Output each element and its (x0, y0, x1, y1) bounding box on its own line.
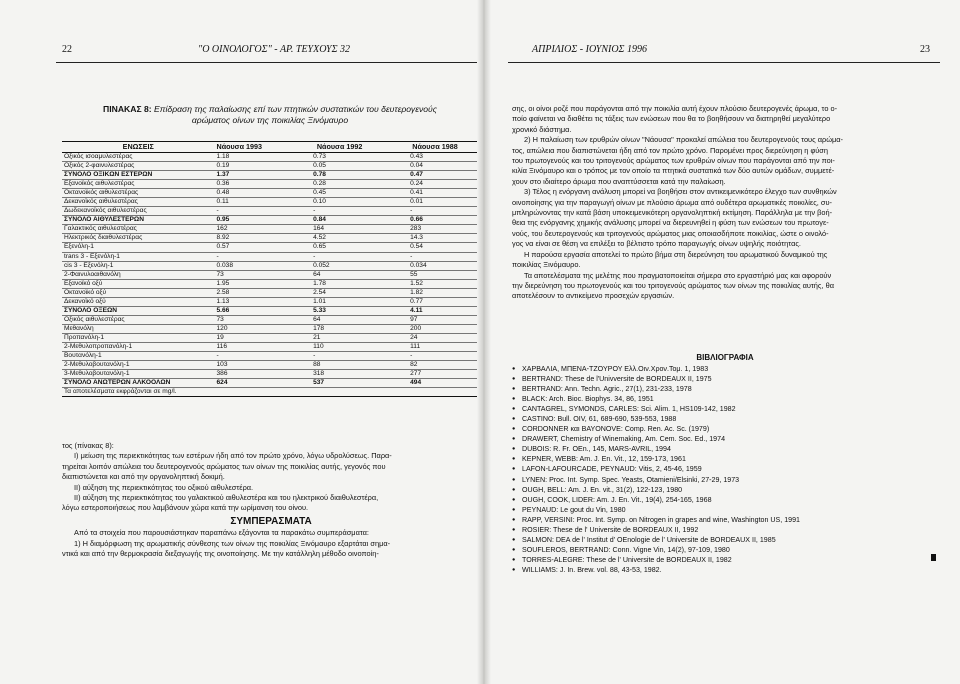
para4-line: ποικιλίας Ξινόμαυρο. (512, 260, 581, 270)
header-rule-right (508, 62, 940, 63)
value-1992: 2.54 (291, 288, 388, 297)
book-gutter (477, 0, 491, 684)
bibliography-list (512, 364, 938, 575)
value-1993: 1.13 (215, 297, 292, 306)
reference-item: ● BLACK: Arch. Bioc. Biophys. 34, 86, 1951 (512, 394, 938, 404)
reference-item: ● CANTAGREL, SYMONDS, CARLES: Sci. Alim. 1, HS109-142, 1982 (512, 404, 938, 414)
value-1988: 0.034 (388, 261, 482, 270)
value-1993: 73 (215, 315, 292, 324)
table-note: Τα αποτελέσματα εκφράζονται σε mg/l. (62, 388, 482, 397)
value-1988: 0.04 (388, 162, 482, 171)
compound-name: Δωδεκανοϊκός αιθυλεστέρας (62, 207, 215, 216)
compound-name: Βουτανόλη-1 (62, 352, 215, 361)
value-1988: 0.47 (388, 171, 482, 180)
value-1992: 537 (291, 379, 388, 388)
value-1993: 120 (215, 324, 292, 333)
compound-name: 2-Μεθυλοβουτανόλη-1 (62, 361, 215, 370)
value-1988: 55 (388, 270, 482, 279)
compound-name: ΣΥΝΟΛΟ ΑΝΩΤΕΡΩΝ ΑΛΚΟΟΛΩΝ (62, 379, 215, 388)
table-title-label: ΠΙΝΑΚΑΣ 8: (103, 104, 152, 114)
value-1993: - (215, 207, 292, 216)
value-1992: - (291, 207, 388, 216)
value-1992: 0.052 (291, 261, 388, 270)
value-1992: 5.33 (291, 306, 388, 315)
reference-item: ● OUGH, BELL: Am. J. En. vit., 31(2), 122-123, 1980 (512, 485, 938, 495)
para3-line: μπληρώνοντας την κατά βάση υποκειμενικότερη οργανοληπτική εκτίμηση. Παράλληλα με την βοή- (512, 208, 833, 218)
table-row (62, 225, 482, 234)
table-row (62, 379, 482, 388)
running-head-right: ΑΠΡΙΛΙΟΣ - ΙΟΥΝΙΟΣ 1996 (532, 44, 647, 55)
compound-name: Οξικός αιθυλεστέρας (62, 315, 215, 324)
compound-name: 3-Μεθυλοβουτανόλη-1 (62, 370, 215, 379)
para1-line: σης, οι οίνοι ροζέ που παράγονται από την ποικιλία αυτή έχουν πλούσιο δευτερογενές άρωμα, το ο- (512, 104, 838, 113)
reference-item: ● LAFON-LAFOURCADE, PEYNAUD: Vitis, 2, 45-46, 1959 (512, 464, 938, 474)
value-1988: 24 (388, 333, 482, 342)
para3-line: νούς, του δευτερογενούς και τριτογενούς αρώματος μιας οποιασδήποτε ποικιλίας, ώστε ο οινολό- (512, 228, 829, 238)
para2-line: τος, απώλεια που διαπιστώνεται ήδη από τον πρώτο χρόνο. Παρομένει προς διερεύνηση η φύση (512, 145, 828, 155)
value-1988: - (388, 252, 482, 261)
table-row (62, 352, 482, 361)
compound-name: ΣΥΝΟΛΟ ΟΞΙΚΩΝ ΕΣΤΕΡΩΝ (62, 171, 215, 180)
para1-line: ποίο φαίνεται να διαθέτει τις τάξεις των ενώσεων που θα το βοηθήσουν να διατηρηθεί μεγαλύτερο (512, 114, 831, 124)
reference-item: ● LYNEN: Proc. Int. Symp. Spec. Yeasts, Otamieni/Elsinki, 27-29, 1973 (512, 475, 938, 485)
reference-item: ● SALMON: DEA de l' Institut d' OEnologie de l' Universite de BORDEAUX II, 1985 (512, 535, 938, 545)
table-row (62, 270, 482, 279)
value-1993: 8.92 (215, 234, 292, 243)
table-row (62, 279, 482, 288)
value-1992: 0.28 (291, 180, 388, 189)
value-1988: - (388, 207, 482, 216)
value-1988: - (388, 352, 482, 361)
value-1993: 0.95 (215, 216, 292, 225)
reference-item: ● TORRES-ALEGRE: These de l' Universite de BORDEAUX II, 1982 (512, 555, 938, 565)
conclusion-line: ντικά και από την θερμοκρασία διεξαγωγής της οινοποίησης. Με την κατάλληλη μέθοδο οινοποίη- (62, 549, 379, 559)
compound-name: Μεθανόλη (62, 324, 215, 333)
table-row (62, 171, 482, 180)
table-row (62, 216, 482, 225)
reference-item: ● KEPNER, WEBB: Am. J. En. Vit., 12, 159-173, 1961 (512, 454, 938, 464)
reference-item: ● DUBOIS: R. Fr. OEn., 145, MARS-AVRIL, 1994 (512, 444, 938, 454)
para2-line: 2) Η παλαίωση των ερυθρών οίνων "Νάουσα" προκαλεί απώλεια του δευτερογενούς τους αρώμα- (524, 135, 843, 145)
body-line: τηρείται λοιπόν απώλεια του δευτερογενούς αρώματος των οίνων της ποικιλίας αυτής, γεγονός που (62, 461, 386, 471)
para3-line: 3) Τέλος η ενόργανη ανάλυση μπορεί να βοηθήσει στον αντικειμενικότερο έλεγχο των συνθηκών (524, 187, 837, 197)
left-page (0, 0, 478, 684)
value-1993: 1.18 (215, 153, 292, 162)
compound-name: Οξικός ισοαμυλεστέρας (62, 153, 215, 162)
reference-item: ● ΧΑΡΒΑΛΙΑ, ΜΠΕΝΑ-ΤΖΟΥΡΟΥ Ελλ.Οιν.Χρον.Τομ. 1, 1983 (512, 364, 938, 374)
compound-name: 2-Μεθυλοπροπανόλη-1 (62, 342, 215, 351)
compound-name: Ηλεκτρικός διαιθυλεστέρας (62, 234, 215, 243)
compound-name: Προπανόλη-1 (62, 333, 215, 342)
table-row (62, 370, 482, 379)
compound-name: Γαλακτικός αιθυλεστέρας (62, 225, 215, 234)
compound-name: Οκτανοϊκός αιθυλεστέρας (62, 189, 215, 198)
conclusions-heading: ΣΥΜΠΕΡΑΣΜΑΤΑ (230, 515, 312, 527)
value-1993: 0.48 (215, 189, 292, 198)
value-1993: 0.57 (215, 243, 292, 252)
table-row (62, 198, 482, 207)
value-1992: 110 (291, 342, 388, 351)
compound-name: Εξανοϊκό οξύ (62, 279, 215, 288)
para3-line: γος να είναι σε θέση να επιλέξει το βέλτιστο τρόπο παραγωγής οίνων υψηλής ποιότητας. (512, 239, 801, 249)
body-line: I) μείωση της περιεκτικότητας των εστέρων ήδη από τον πρώτο χρόνο, λόγω υδρολύσεως. Παρα- (74, 451, 392, 461)
para3-line: οινοποίησης για την παραγωγή οίνων με πλούσιο άρωμα από ουδέτερα αρωματικές ποικιλίες, συ- (512, 197, 832, 207)
value-1993: 386 (215, 370, 292, 379)
para1-line: χρονικό διάστημα. (512, 124, 572, 134)
compound-name: ΣΥΝΟΛΟ ΑΙΘΥΛΕΣΤΕΡΩΝ (62, 216, 215, 225)
value-1993: 624 (215, 379, 292, 388)
compound-name: Δεκανοϊκό οξύ (62, 297, 215, 306)
value-1988: 283 (388, 225, 482, 234)
para2-line: χουν στο ιδιαίτερο άρωμα που αναπτύσσεται κατά την παλαίωση. (512, 176, 726, 186)
table-row (62, 162, 482, 171)
compound-name: Εξανοϊκός αιθυλεστέρας (62, 180, 215, 189)
value-1988: 0.77 (388, 297, 482, 306)
value-1993: 1.37 (215, 171, 292, 180)
value-1988: 1.52 (388, 279, 482, 288)
value-1992: 0.65 (291, 243, 388, 252)
value-1992: 4.52 (291, 234, 388, 243)
reference-item: ● SOUFLEROS, BERTRAND: Conn. Vigne Vin, 14(2), 97-109, 1980 (512, 545, 938, 555)
table-title-line2: αρώματος οίνων της ποικιλίας Ξινόμαυρο (191, 115, 349, 125)
value-1992: 64 (291, 315, 388, 324)
para4-line: Η παρούσα εργασία αποτελεί το πρώτο βήμα στη διερεύνηση του αρωματικού δυναμικού της (524, 249, 828, 259)
value-1993: 116 (215, 342, 292, 351)
value-1993: 0.19 (215, 162, 292, 171)
reference-item: ● ROSIER: These de l' Universite de BORDEAUX II, 1992 (512, 525, 938, 535)
value-1992: 88 (291, 361, 388, 370)
right-body-text (512, 104, 938, 302)
value-1992: 0.10 (291, 198, 388, 207)
body-line: II) αύξηση της περιεκτικότητας του γαλακτικού αιθυλεστέρα και του ηλεκτρικού διαιθυλεστέρα, (74, 493, 379, 503)
para5-line: αποτελέσουν το αντικείμενο προσεχών εργασιών. (512, 291, 675, 301)
value-1993: - (215, 352, 292, 361)
header-compounds: ΕΝΩΣΕΙΣ (62, 142, 215, 153)
right-page (490, 0, 960, 684)
table-row (62, 324, 482, 333)
table-row (62, 180, 482, 189)
table-row (62, 342, 482, 351)
value-1988: 494 (388, 379, 482, 388)
para2-line: κιλία Ξινόμαυρο και ο τρόπος με τον οποίο τα πτητικά συστατικά των δύο αυτών ομάδων, συμμετέ- (512, 166, 835, 176)
compound-name: Οξικός 2-φαινυλεστέρας (62, 162, 215, 171)
reference-item: ● BERTRAND: Ann. Techn. Agric., 27(1), 231-233, 1978 (512, 384, 938, 394)
table-row (62, 243, 482, 252)
table-row (62, 288, 482, 297)
header-naousa-1993: Νάουσα 1993 (215, 142, 292, 153)
compound-name: 2-Φαινυλοαιθανόλη (62, 270, 215, 279)
value-1992: 1.78 (291, 279, 388, 288)
value-1992: 0.78 (291, 171, 388, 180)
value-1993: 0.36 (215, 180, 292, 189)
reference-item: ● WILLIAMS: J. In. Brew. vol. 88, 43-53, 1982. (512, 565, 938, 575)
table-note-row (62, 388, 482, 397)
value-1988: 0.66 (388, 216, 482, 225)
value-1993: 5.66 (215, 306, 292, 315)
table-row (62, 207, 482, 216)
value-1988: 0.54 (388, 243, 482, 252)
table-row (62, 189, 482, 198)
conclusion-line: 1) Η διαμόρφωση της αρωματικής σύνθεσης των οίνων της ποικιλίας Ξινόμαυρο εξαρτάται σημα- (74, 538, 391, 548)
value-1993: 0.038 (215, 261, 292, 270)
header-naousa-1992: Νάουσα 1992 (291, 142, 388, 153)
compound-name: Δεκανοϊκός αιθυλεστέρας (62, 198, 215, 207)
value-1988: 111 (388, 342, 482, 351)
para2-line: του πρωτογενούς και του τριτογενούς αρώματος των ερυθρών οίνων που παράγονται από την ποι- (512, 156, 835, 166)
value-1988: 97 (388, 315, 482, 324)
running-head-left: "Ο ΟΙΝΟΛΟΓΟΣ" - ΑΡ. ΤΕΥΧΟΥΣ 32 (198, 44, 351, 55)
compound-name: ΣΥΝΟΛΟ ΟΞΕΩΝ (62, 306, 215, 315)
value-1992: 318 (291, 370, 388, 379)
value-1992: 0.45 (291, 189, 388, 198)
conclusion-line: Από τα στοιχεία που παρουσιάστηκαν παραπάνω εξάγονται τα παρακάτω συμπεράσματα: (74, 528, 369, 538)
table-row (62, 361, 482, 370)
body-line: II) αύξηση της περιεκτικότητας του οξικού αιθυλεστέρα. (74, 482, 254, 492)
reference-item: ● CORDONNER και BAYONOVE: Comp. Ren. Ac. Sc. (1979) (512, 424, 938, 434)
reference-item: ● OUGH, COOK, LIDER: Am. J. En. Vit., 19(4), 254-165, 1968 (512, 495, 938, 505)
value-1988: 0.41 (388, 189, 482, 198)
para5-line: την διερεύνηση του πρωτογενούς και του τριτογενούς αρώματος των οίνων της ποικιλίας αυτής, θα (512, 280, 834, 290)
value-1993: 162 (215, 225, 292, 234)
value-1992: 164 (291, 225, 388, 234)
page-number-right: 23 (920, 44, 930, 55)
table-header-row (62, 142, 482, 153)
table-title-line1: Επίδραση της παλαίωσης επί των πτητικών συστατικών του δευτερογενούς (154, 104, 437, 114)
header-rule-left (56, 62, 480, 63)
bibliography-heading: ΒΙΒΛΙΟΓΡΑΦΙΑ (696, 353, 754, 362)
value-1993: 19 (215, 333, 292, 342)
page-number-left: 22 (62, 44, 72, 55)
compound-name: Εξενόλη-1 (62, 243, 215, 252)
value-1992: - (291, 252, 388, 261)
para3-line: θεια της ενόργανης χημικής ανάλυσης μπορεί να διερευνηθεί η φύση των ενώσεων του πρωτογε- (512, 218, 829, 228)
left-body-text (62, 441, 480, 559)
value-1988: 82 (388, 361, 482, 370)
reference-item: ● PEYNAUD: Le gout du Vin, 1980 (512, 505, 938, 515)
value-1988: 1.82 (388, 288, 482, 297)
value-1992: 178 (291, 324, 388, 333)
value-1992: - (291, 352, 388, 361)
value-1992: 1.01 (291, 297, 388, 306)
value-1988: 0.24 (388, 180, 482, 189)
body-line: διαπιστώνεται και από την οργανοληπτική δοκιμή. (62, 472, 225, 482)
value-1988: 277 (388, 370, 482, 379)
value-1988: 0.43 (388, 153, 482, 162)
value-1993: 1.95 (215, 279, 292, 288)
compound-name: Οκτανοϊκό οξύ (62, 288, 215, 297)
end-of-article-mark (931, 554, 936, 561)
value-1993: 103 (215, 361, 292, 370)
body-line: τος (πίνακας 8): (62, 441, 114, 450)
table-row (62, 333, 482, 342)
value-1992: 0.05 (291, 162, 388, 171)
table-row (62, 306, 482, 315)
value-1993: 0.11 (215, 198, 292, 207)
table-row (62, 297, 482, 306)
reference-item: ● BERTRAND: These de l'Univversite de BORDEAUX II, 1975 (512, 374, 938, 384)
aroma-compounds-table (62, 141, 482, 397)
header-naousa-1988: Νάουσα 1988 (388, 142, 482, 153)
reference-item: ● RAPP, VERSINI: Proc. Int. Symp. on Nitrogen in grapes and wine, Washington US, 1991 (512, 515, 938, 525)
compound-name: cis 3 - Εξενόλη-1 (62, 261, 215, 270)
value-1988: 4.11 (388, 306, 482, 315)
value-1988: 0.01 (388, 198, 482, 207)
value-1993: - (215, 252, 292, 261)
table-title (62, 104, 478, 126)
value-1992: 0.84 (291, 216, 388, 225)
table-row (62, 153, 482, 162)
value-1988: 200 (388, 324, 482, 333)
value-1988: 14.3 (388, 234, 482, 243)
value-1992: 0.73 (291, 153, 388, 162)
value-1992: 64 (291, 270, 388, 279)
body-line: λόγω εστεροποιήσεως που λαμβάνουν χώρα κατά την ωρίμανση του οίνου. (62, 503, 309, 513)
reference-item: ● DRAWERT, Chemistry of Winemaking, Am. Cem. Soc. Ed., 1974 (512, 434, 938, 444)
value-1993: 2.58 (215, 288, 292, 297)
compound-name: trans 3 - Εξενόλη-1 (62, 252, 215, 261)
table-row (62, 261, 482, 270)
value-1992: 21 (291, 333, 388, 342)
table-row (62, 234, 482, 243)
table-row (62, 315, 482, 324)
table-row (62, 252, 482, 261)
reference-item: ● CASTINO: Bull. OIV, 61, 689-690, 539-553, 1988 (512, 414, 938, 424)
value-1993: 73 (215, 270, 292, 279)
para5-line: Τα αποτελέσματα της μελέτης που πραγματοποιείται σήμερα στο εργαστήριό μας και αφορούν (524, 270, 832, 280)
